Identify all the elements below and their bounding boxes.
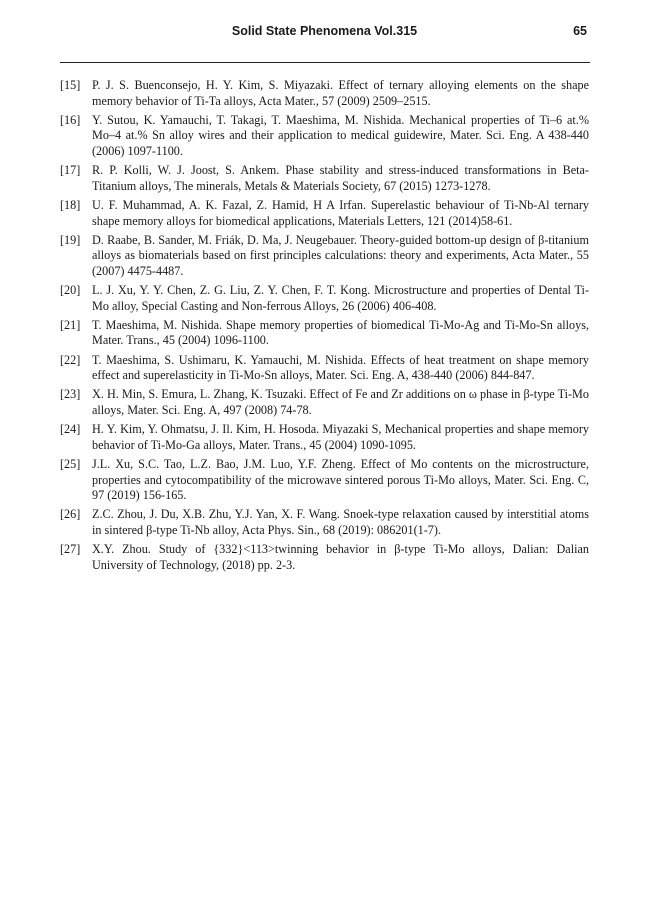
reference-item-23 — [60, 387, 589, 418]
reference-text: H. Y. Kim, Y. Ohmatsu, J. Il. Kim, H. Hosoda. Miyazaki S, Mechanical properties and shape memory behavior of Ti-Mo-Ga alloys, Mater. Trans., 45 (2004) 1090-1095. — [92, 422, 589, 452]
reference-number: [22] — [60, 352, 81, 367]
reference-item-24 — [60, 422, 589, 453]
reference-text: Y. Sutou, K. Yamauchi, T. Takagi, T. Maeshima, M. Nishida. Mechanical properties of Ti–6 at.% Mo–4 at.% Sn alloy wires and their application to medical guidewire, Mater. Sci. Eng. A 438-440 (2006) 1097-1100. — [92, 112, 589, 158]
reference-number: [23] — [60, 387, 81, 402]
reference-text: P. J. S. Buenconsejo, H. Y. Kim, S. Miyazaki. Effect of ternary alloying elements on the shape memory behavior of Ti-Ta alloys, Acta Mater., 57 (2009) 2509–2515. — [92, 78, 589, 108]
reference-number: [17] — [60, 163, 81, 178]
reference-item-16 — [60, 113, 589, 160]
reference-text: X. H. Min, S. Emura, L. Zhang, K. Tsuzaki. Effect of Fe and Zr additions on ω phase in β-type Ti-Mo alloys, Mater. Sci. Eng. A, 497 (2008) 74-78. — [92, 387, 589, 418]
reference-number: [27] — [60, 542, 81, 557]
reference-item-20 — [60, 283, 589, 314]
reference-text: T. Maeshima, S. Ushimaru, K. Yamauchi, M. Nishida. Effects of heat treatment on shape memory effect and superelasticity in Ti-Mo-Sn alloys, Mater. Sci. Eng. A, 438-440 (2006) 844-847. — [92, 352, 589, 383]
reference-number: [25] — [60, 457, 81, 471]
reference-number: [15] — [60, 78, 81, 92]
reference-item-27 — [60, 542, 589, 573]
page-number: 65 — [573, 24, 587, 38]
reference-text: J.L. Xu, S.C. Tao, L.Z. Bao, J.M. Luo, Y.F. Zheng. Effect of Mo contents on the microstructure, properties and cytocompatibility of the microwave sintered porous Ti-Mo alloys, Mater. Sci. Eng. C, 97 (2019) 156-165. — [92, 457, 589, 503]
reference-item-17 — [60, 163, 589, 194]
reference-number: [18] — [60, 197, 81, 212]
reference-number: [16] — [60, 112, 81, 127]
reference-text: U. F. Muhammad, A. K. Fazal, Z. Hamid, H A Irfan. Superelastic behaviour of Ti-Nb-Al ternary shape memory alloys for biomedical applications, Materials Letters, 121 (2014)58-61. — [92, 197, 589, 228]
header-rule — [60, 62, 590, 63]
reference-item-22 — [60, 353, 589, 384]
reference-item-21 — [60, 318, 589, 349]
journal-title: Solid State Phenomena Vol.315 — [231, 24, 418, 38]
running-header — [60, 24, 589, 42]
reference-text: T. Maeshima, M. Nishida. Shape memory properties of biomedical Ti-Mo-Ag and Ti-Mo-Sn alloys, Mater. Trans., 45 (2004) 1096-1100. — [92, 317, 589, 348]
reference-number: [19] — [60, 232, 81, 247]
reference-number: [26] — [60, 507, 81, 522]
reference-number: [20] — [60, 283, 81, 298]
reference-text: R. P. Kolli, W. J. Joost, S. Ankem. Phase stability and stress-induced transformations in Beta-Titanium alloys, The minerals, Metals & Materials Society, 67 (2015) 1273-1278. — [92, 163, 589, 193]
reference-item-15 — [60, 78, 589, 109]
reference-item-18 — [60, 198, 589, 229]
reference-text: X.Y. Zhou. Study of {332}<113>twinning behavior in β-type Ti-Mo alloys, Dalian: Dalian University of Technology, (2018) pp. 2-3. — [92, 542, 589, 572]
reference-text: Z.C. Zhou, J. Du, X.B. Zhu, Y.J. Yan, X. F. Wang. Snoek-type relaxation caused by interstitial atoms in sintered β-type Ti-Nb alloy, Acta Phys. Sin., 68 (2019): 086201(1-7). — [92, 507, 589, 537]
reference-item-19 — [60, 233, 589, 280]
reference-item-26 — [60, 507, 589, 538]
reference-item-25 — [60, 457, 589, 504]
reference-number: [21] — [60, 317, 81, 332]
reference-text: D. Raabe, B. Sander, M. Friák, D. Ma, J. Neugebauer. Theory-guided bottom-up design of β-titanium alloys as biomaterials based on first principles calculations: theory and experiments, Acta Mater., 55 (2007) 4475-4487. — [92, 232, 589, 278]
reference-number: [24] — [60, 422, 81, 437]
reference-text: L. J. Xu, Y. Y. Chen, Z. G. Liu, Z. Y. Chen, F. T. Kong. Microstructure and properties of Dental Ti-Mo alloy, Special Casting and Non-ferrous Alloys, 26 (2006) 406-408. — [92, 283, 589, 313]
reference-list — [60, 78, 589, 577]
